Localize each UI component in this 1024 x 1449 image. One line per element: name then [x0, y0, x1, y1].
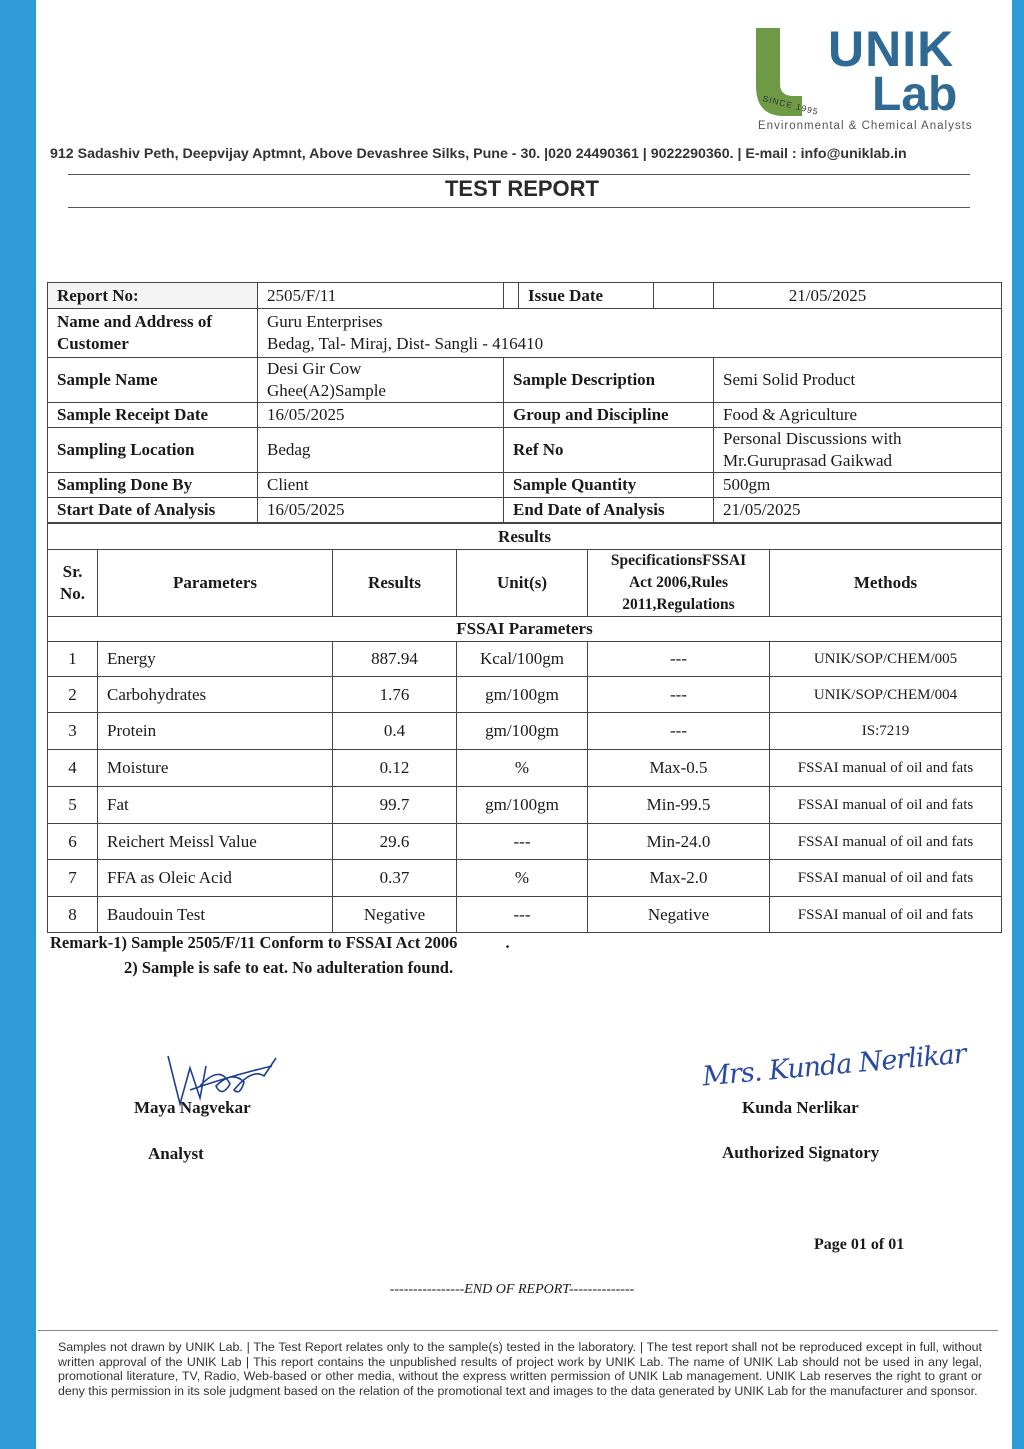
table-row: [48, 642, 1002, 677]
cell-spec: ---: [588, 642, 770, 677]
analyst-name: Maya Nagvekar: [134, 1098, 251, 1117]
cell-method: UNIK/SOP/CHEM/004: [770, 677, 1002, 713]
end-date-value: 21/05/2025: [714, 498, 1002, 523]
cell-parameter: FFA as Oleic Acid: [98, 860, 333, 897]
col-header-units: Unit(s): [457, 550, 588, 617]
report-info-table: [47, 282, 1002, 523]
cell-parameter: Carbohydrates: [98, 677, 333, 713]
cell-unit: gm/100gm: [457, 677, 588, 713]
table-row: [48, 824, 1002, 860]
cell-spec: Max-0.5: [588, 750, 770, 787]
col-header-methods: Methods: [770, 550, 1002, 617]
footer-divider: [38, 1330, 998, 1331]
receipt-date-value: 16/05/2025: [258, 403, 504, 428]
sample-name-value: Desi Gir Cow Ghee(A2)Sample: [258, 358, 504, 403]
location-label: Sampling Location: [48, 428, 258, 473]
done-by-value: Client: [258, 473, 504, 498]
remark-line-2: 2) Sample is safe to eat. No adulteration found.: [124, 958, 454, 977]
cell-result: Negative: [333, 897, 457, 933]
cell-unit: Kcal/100gm: [457, 642, 588, 677]
cell-sr: 2: [48, 677, 98, 713]
sample-name-label: Sample Name: [48, 358, 258, 403]
signatory-signature: Mrs. Kunda Nerlikar: [701, 1038, 967, 1093]
cell-sr: 1: [48, 642, 98, 677]
logo-since-text: SINCE 1995: [761, 93, 820, 117]
group-value: Food & Agriculture: [714, 403, 1002, 428]
cell-spec: Min-24.0: [588, 824, 770, 860]
cell-result: 887.94: [333, 642, 457, 677]
cell-method: IS:7219: [770, 713, 1002, 750]
cell-spec: Negative: [588, 897, 770, 933]
quantity-label: Sample Quantity: [504, 473, 714, 498]
table-row: [48, 897, 1002, 933]
ref-no-label: Ref No: [504, 428, 714, 473]
cell-unit: gm/100gm: [457, 787, 588, 824]
table-row: [48, 677, 1002, 713]
cell-result: 99.7: [333, 787, 457, 824]
col-header-sr: Sr. No.: [48, 550, 98, 617]
cell-sr: 7: [48, 860, 98, 897]
start-date-label: Start Date of Analysis: [48, 498, 258, 523]
cell-unit: gm/100gm: [457, 713, 588, 750]
remark-line-1: Remark-1) Sample 2505/F/11 Conform to FSSAI Act 2006 .: [50, 933, 510, 952]
logo-unik-text: UNIK: [828, 21, 955, 77]
cell-spec: Max-2.0: [588, 860, 770, 897]
cell-spec: ---: [588, 713, 770, 750]
cell-spec: Min-99.5: [588, 787, 770, 824]
cell-result: 29.6: [333, 824, 457, 860]
results-table: [47, 523, 1002, 933]
logo-lab-text: Lab: [872, 68, 958, 121]
start-date-value: 16/05/2025: [258, 498, 504, 523]
page-number: Page 01 of 01: [814, 1236, 905, 1253]
company-logo: [754, 21, 974, 138]
table-row: [48, 860, 1002, 897]
cell-spec: ---: [588, 677, 770, 713]
ref-no-value: Personal Discussions with Mr.Guruprasad Gaikwad: [714, 428, 1002, 473]
cell-unit: ---: [457, 824, 588, 860]
customer-label: Name and Address of Customer: [48, 309, 258, 358]
signatory-title: Authorized Signatory: [722, 1143, 880, 1162]
end-date-label: End Date of Analysis: [504, 498, 714, 523]
table-row: [48, 787, 1002, 824]
results-heading: Results: [48, 524, 1002, 550]
analyst-title: Analyst: [148, 1144, 204, 1163]
location-value: Bedag: [258, 428, 504, 473]
col-header-specifications: SpecificationsFSSAI Act 2006,Rules 2011,Regulations: [588, 550, 770, 617]
cell-parameter: Reichert Meissl Value: [98, 824, 333, 860]
cell-result: 0.12: [333, 750, 457, 787]
cell-method: FSSAI manual of oil and fats: [770, 750, 1002, 787]
cell-parameter: Moisture: [98, 750, 333, 787]
issue-date-label: Issue Date: [504, 283, 714, 309]
cell-parameter: Protein: [98, 713, 333, 750]
customer-value: Guru Enterprises Bedag, Tal- Miraj, Dist- Sangli - 416410: [258, 309, 1002, 358]
cell-method: FSSAI manual of oil and fats: [770, 897, 1002, 933]
fssai-section-heading: FSSAI Parameters: [48, 617, 1002, 642]
table-row: [48, 713, 1002, 750]
cell-unit: %: [457, 750, 588, 787]
report-no-label: Report No:: [48, 283, 258, 309]
cell-result: 0.4: [333, 713, 457, 750]
issue-date-value: 21/05/2025: [714, 283, 1002, 309]
cell-method: FSSAI manual of oil and fats: [770, 787, 1002, 824]
cell-sr: 3: [48, 713, 98, 750]
right-border-strip: [1012, 0, 1024, 1449]
cell-parameter: Baudouin Test: [98, 897, 333, 933]
report-no-value: 2505/F/11: [258, 283, 504, 309]
header-divider-top: [68, 174, 970, 175]
sample-desc-label: Sample Description: [504, 358, 714, 403]
sample-desc-value: Semi Solid Product: [714, 358, 1002, 403]
cell-method: FSSAI manual of oil and fats: [770, 860, 1002, 897]
cell-parameter: Fat: [98, 787, 333, 824]
report-title: TEST REPORT: [444, 176, 599, 201]
cell-sr: 8: [48, 897, 98, 933]
end-of-report: ----------------END OF REPORT--------------: [389, 1282, 635, 1297]
done-by-label: Sampling Done By: [48, 473, 258, 498]
lab-address: 912 Sadashiv Peth, Deepvijay Aptmnt, Above Devashree Silks, Pune - 30. |020 24490361 | 9022290360. | E-mail : info@uniklab.in: [50, 146, 907, 162]
cell-method: UNIK/SOP/CHEM/005: [770, 642, 1002, 677]
cell-sr: 6: [48, 824, 98, 860]
signatory-name: Kunda Nerlikar: [742, 1098, 859, 1117]
table-row: [48, 750, 1002, 787]
cell-method: FSSAI manual of oil and fats: [770, 824, 1002, 860]
col-header-results: Results: [333, 550, 457, 617]
logo-tagline: Environmental & Chemical Analysts: [758, 120, 973, 132]
cell-result: 1.76: [333, 677, 457, 713]
cell-result: 0.37: [333, 860, 457, 897]
cell-unit: %: [457, 860, 588, 897]
disclaimer-text: Samples not drawn by UNIK Lab. | The Test Report relates only to the sample(s) tested in the laboratory. | The test report shall not be reproduced except in full, without written approval of the UNIK Lab | This report contains the unpublished results of project work by UNIK Lab. The name of UNIK Lab should not be used in any legal, promotional literature, TV, Radio, Web-based or other media, without the express written permission of UNIK Lab management. UNIK Lab reserves the right to grant or deny this permission in its sole judgment based on the relation of the promotional text and images to the data generated by UNIK Lab for the manufacturer and sponsor.: [58, 1340, 982, 1398]
receipt-date-label: Sample Receipt Date: [48, 403, 258, 428]
cell-unit: ---: [457, 897, 588, 933]
quantity-value: 500gm: [714, 473, 1002, 498]
group-label: Group and Discipline: [504, 403, 714, 428]
cell-sr: 4: [48, 750, 98, 787]
header-divider-bottom: [68, 207, 970, 208]
col-header-parameters: Parameters: [98, 550, 333, 617]
cell-parameter: Energy: [98, 642, 333, 677]
left-border-strip: [0, 0, 36, 1449]
cell-sr: 5: [48, 787, 98, 824]
